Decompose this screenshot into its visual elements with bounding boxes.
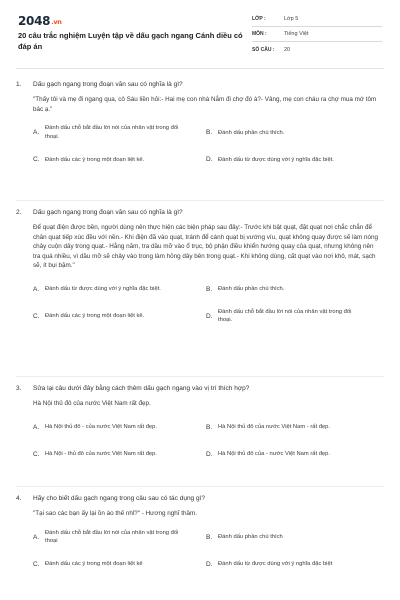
option-a[interactable]	[33, 527, 206, 548]
question-3	[16, 384, 384, 465]
option-text: Đánh dấu chỗ bắt đầu lời nói của nhân vật trong đối thoại	[45, 529, 179, 545]
answer-options	[33, 279, 378, 327]
option-letter: B.	[206, 285, 213, 293]
question-passage: "Thấy tôi và mẹ đi ngang qua, cô Sáu liền hỏi:- Hai mẹ con nhà Nắm đi chợ đó à?- Vâng, mẹ con cháu ra chợ mua mớ tôm bác ạ."	[33, 96, 377, 113]
answer-options	[33, 527, 378, 575]
question-text: Hãy cho biết dấu gạch ngang trong câu sau có tác dụng gì?	[33, 495, 206, 502]
answer-options	[33, 122, 378, 170]
option-text: Đánh dấu các ý trong một đoạn liệt kê	[45, 560, 143, 567]
option-text: Đánh dấu phần chú thích	[218, 533, 283, 540]
option-text: Hà Nội thủ đô - của nước Việt Nam rất đẹp.	[45, 423, 157, 430]
option-letter: A.	[33, 423, 40, 431]
option-text: Đánh dấu chỗ bắt đầu lời nói của nhân vật trong đối thoại.	[45, 125, 179, 140]
question-passage: Để quạt điện được bền, người dùng nên thực hiện các biện pháp sau đây:- Trước khi bật quạt, đặt quạt nơi chắc chắn để chân quạt tiếp xúc đều với nền.- Khi điện đã vào quạt, tránh để cánh quạt bị vướng víu, quạt không quay được sẽ làm nóng chảy cuộn dây trong quạt.- Hằng năm, tra dầu mỡ vào ổ trục, bộ phận điều khiển hướng quay của quạt, nhưng không nên tra quá nhiều, vì dầu mỡ sẽ chảy vào trong làm hỏng dây bên trong quạt.- Khi không dùng, cất quạt vào nơi khô, mát, sạch sẽ, ít bụi bặm."	[33, 224, 378, 270]
meta-value: 20	[284, 46, 291, 53]
meta-label: MÔN :	[252, 31, 267, 37]
option-letter: D.	[206, 450, 213, 458]
option-letter: C.	[33, 450, 40, 458]
option-b[interactable]	[206, 279, 379, 300]
question-number: 1.	[16, 81, 22, 88]
option-d[interactable]	[206, 444, 379, 465]
option-letter: D.	[206, 312, 213, 320]
question-2	[16, 208, 384, 327]
logo-main: 2048	[18, 14, 51, 28]
option-text: Hà Nội - thủ đô của nước Việt Nam rất đẹp.	[45, 450, 157, 457]
option-letter: A.	[33, 129, 40, 137]
option-c[interactable]	[33, 149, 206, 170]
option-letter: A.	[33, 285, 40, 293]
option-text: Hà Nội thủ đô của - nước Việt Nam rất đẹp.	[218, 450, 330, 457]
answer-options	[33, 417, 378, 465]
option-a[interactable]	[33, 122, 206, 143]
option-text: Đánh dấu các ý trong một đoạn liệt kê.	[45, 156, 145, 163]
meta-row-subject	[252, 27, 382, 42]
option-b[interactable]	[206, 417, 379, 438]
option-text: Đánh dấu từ được dùng với ý nghĩa đặc biệt.	[218, 156, 334, 163]
option-letter: A.	[33, 533, 40, 541]
option-text: Đánh dấu chỗ bắt đầu lời nói của nhân vật trong đối thoại.	[218, 309, 352, 324]
question-1	[16, 80, 384, 170]
option-letter: B.	[206, 129, 213, 137]
question-number: 4.	[16, 495, 22, 502]
question-text: Dấu gạch ngang trong đoạn văn sau có nghĩa là gì?	[33, 81, 183, 88]
meta-label: LỚP :	[252, 16, 266, 22]
meta-value: Lớp 5	[284, 16, 299, 22]
question-number: 2.	[16, 209, 22, 216]
document-title: 20 câu trắc nghiệm Luyện tập về dấu gạch ngang Cánh diều có đáp án	[18, 31, 243, 51]
question-passage: Hà Nội thủ đô của nước Việt Nam rất đẹp.	[33, 400, 151, 407]
document-meta	[252, 12, 382, 57]
option-b[interactable]	[206, 527, 379, 548]
meta-row-grade	[252, 12, 382, 27]
logo-suffix: .vn	[51, 18, 62, 26]
option-text: Đánh dấu từ được dùng với ý nghĩa đặc biệt.	[45, 286, 161, 293]
option-letter: C.	[33, 560, 40, 568]
option-letter: D.	[206, 560, 213, 568]
option-d[interactable]	[206, 306, 379, 327]
option-text: Đánh dấu phần chú thích.	[218, 286, 285, 293]
question-text: Sửa lại câu dưới đây bằng cách thêm dấu gạch ngang vào vị trí thích hợp?	[33, 385, 250, 392]
option-text: Đánh dấu phần chú thích.	[218, 129, 285, 136]
question-text: Dấu gạch ngang trong đoạn văn sau có nghĩa là gì?	[33, 209, 183, 216]
option-c[interactable]	[33, 306, 206, 327]
option-letter: B.	[206, 533, 213, 541]
header-divider	[16, 68, 384, 69]
option-b[interactable]	[206, 122, 379, 143]
option-a[interactable]	[33, 279, 206, 300]
question-4	[16, 494, 384, 575]
option-letter: B.	[206, 423, 213, 431]
document-header	[0, 0, 400, 62]
question-divider	[16, 200, 384, 201]
option-text: Đánh dấu từ được dùng với ý nghĩa đặc biệt	[218, 560, 333, 567]
question-number: 3.	[16, 385, 22, 392]
option-text: Hà Nội thủ đô của nước Việt Nam - rất đẹp.	[218, 423, 330, 430]
option-d[interactable]	[206, 149, 379, 170]
site-logo[interactable]	[18, 14, 62, 28]
option-text: Đánh dấu các ý trong một đoạn liệt kê.	[45, 313, 145, 320]
meta-value: Tiếng Việt	[284, 31, 309, 37]
option-a[interactable]	[33, 417, 206, 438]
meta-label: SỐ CÂU :	[252, 46, 275, 53]
question-divider	[16, 486, 384, 487]
question-divider	[16, 376, 384, 377]
option-letter: C.	[33, 312, 40, 320]
option-letter: C.	[33, 156, 40, 164]
question-passage: "Tại sao các bạn ấy lại ồn ào thế nhỉ?" - Hương nghĩ thầm.	[33, 510, 198, 517]
meta-row-count	[252, 42, 382, 57]
option-d[interactable]	[206, 554, 379, 575]
option-letter: D.	[206, 156, 213, 164]
option-c[interactable]	[33, 554, 206, 575]
option-c[interactable]	[33, 444, 206, 465]
